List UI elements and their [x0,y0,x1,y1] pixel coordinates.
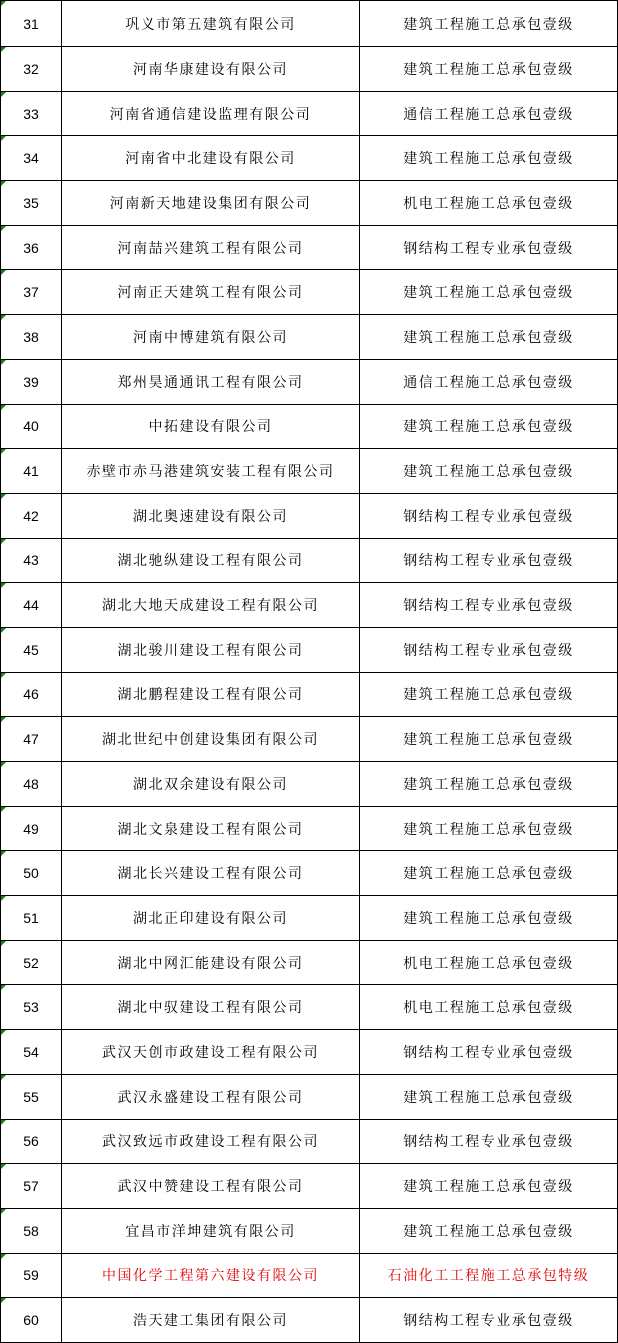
table-row [1,538,618,583]
row-number: 56 [1,1119,62,1164]
company-name: 武汉中赞建设工程有限公司 [62,1164,360,1209]
qualification: 建筑工程施工总承包壹级 [360,47,618,92]
qualification: 建筑工程施工总承包壹级 [360,851,618,896]
qualification: 钢结构工程专业承包壹级 [360,538,618,583]
row-number: 35 [1,181,62,226]
row-number: 34 [1,136,62,181]
qualification: 建筑工程施工总承包壹级 [360,806,618,851]
company-name: 武汉天创市政建设工程有限公司 [62,1030,360,1075]
qualification: 机电工程施工总承包壹级 [360,940,618,985]
table-row [1,270,618,315]
qualification: 钢结构工程专业承包壹级 [360,1119,618,1164]
table-row [1,672,618,717]
company-name: 湖北驰纵建设工程有限公司 [62,538,360,583]
qualification: 建筑工程施工总承包壹级 [360,136,618,181]
row-number: 42 [1,493,62,538]
qualification: 石油化工工程施工总承包特级 [360,1253,618,1298]
row-number: 51 [1,896,62,941]
table-row [1,136,618,181]
company-name: 河南新天地建设集团有限公司 [62,181,360,226]
company-name: 中拓建设有限公司 [62,404,360,449]
table-row [1,1298,618,1343]
company-name: 赤壁市赤马港建筑安装工程有限公司 [62,449,360,494]
company-name: 巩义市第五建筑有限公司 [62,1,360,47]
row-number: 50 [1,851,62,896]
company-name: 湖北长兴建设工程有限公司 [62,851,360,896]
company-name: 河南正天建筑工程有限公司 [62,270,360,315]
qualification: 钢结构工程专业承包壹级 [360,627,618,672]
table-row [1,985,618,1030]
row-number: 40 [1,404,62,449]
table-row [1,583,618,628]
row-number: 45 [1,627,62,672]
company-name: 湖北世纪中创建设集团有限公司 [62,717,360,762]
row-number: 47 [1,717,62,762]
qualification: 机电工程施工总承包壹级 [360,985,618,1030]
qualification: 建筑工程施工总承包壹级 [360,1,618,47]
qualification: 建筑工程施工总承包壹级 [360,404,618,449]
row-number: 52 [1,940,62,985]
table-row [1,1,618,47]
row-number: 53 [1,985,62,1030]
company-name: 河南省中北建设有限公司 [62,136,360,181]
row-number: 31 [1,1,62,47]
qualification: 通信工程施工总承包壹级 [360,91,618,136]
table-row [1,225,618,270]
table-row [1,806,618,851]
qualification: 建筑工程施工总承包壹级 [360,717,618,762]
table-body [1,1,618,1343]
table-row [1,404,618,449]
row-number: 44 [1,583,62,628]
company-name: 中国化学工程第六建设有限公司 [62,1253,360,1298]
table-row [1,1164,618,1209]
company-name: 湖北鹏程建设工程有限公司 [62,672,360,717]
table-row [1,717,618,762]
company-name: 湖北文泉建设工程有限公司 [62,806,360,851]
table-row [1,940,618,985]
row-number: 57 [1,1164,62,1209]
company-name: 郑州昊通通讯工程有限公司 [62,359,360,404]
row-number: 60 [1,1298,62,1343]
table-row [1,91,618,136]
qualification: 钢结构工程专业承包壹级 [360,1298,618,1343]
company-name: 湖北双余建设有限公司 [62,762,360,807]
qualification: 机电工程施工总承包壹级 [360,181,618,226]
company-name: 湖北正印建设有限公司 [62,896,360,941]
company-name: 湖北骏川建设工程有限公司 [62,627,360,672]
company-name: 河南中博建筑有限公司 [62,315,360,360]
table-row [1,493,618,538]
company-name: 湖北奥速建设有限公司 [62,493,360,538]
row-number: 37 [1,270,62,315]
row-number: 54 [1,1030,62,1075]
qualification: 通信工程施工总承包壹级 [360,359,618,404]
qualification: 建筑工程施工总承包壹级 [360,315,618,360]
company-name: 河南华康建设有限公司 [62,47,360,92]
row-number: 48 [1,762,62,807]
row-number: 41 [1,449,62,494]
qualification: 钢结构工程专业承包壹级 [360,1030,618,1075]
qualification: 建筑工程施工总承包壹级 [360,1208,618,1253]
table-row [1,851,618,896]
table-row [1,627,618,672]
table-row [1,1119,618,1164]
row-number: 33 [1,91,62,136]
table-row [1,762,618,807]
company-name: 武汉致远市政建设工程有限公司 [62,1119,360,1164]
table-row [1,181,618,226]
company-name: 宜昌市洋坤建筑有限公司 [62,1208,360,1253]
row-number: 59 [1,1253,62,1298]
qualification: 建筑工程施工总承包壹级 [360,270,618,315]
row-number: 55 [1,1074,62,1119]
row-number: 32 [1,47,62,92]
table-row [1,1208,618,1253]
table-row [1,315,618,360]
qualification: 建筑工程施工总承包壹级 [360,672,618,717]
row-number: 39 [1,359,62,404]
row-number: 43 [1,538,62,583]
company-name: 河南喆兴建筑工程有限公司 [62,225,360,270]
company-name: 河南省通信建设监理有限公司 [62,91,360,136]
table-row [1,896,618,941]
company-name: 浩天建工集团有限公司 [62,1298,360,1343]
qualification: 钢结构工程专业承包壹级 [360,493,618,538]
qualification: 建筑工程施工总承包壹级 [360,1074,618,1119]
table-row [1,449,618,494]
row-number: 38 [1,315,62,360]
company-name: 武汉永盛建设工程有限公司 [62,1074,360,1119]
company-name: 湖北中驭建设工程有限公司 [62,985,360,1030]
table-row [1,1030,618,1075]
row-number: 58 [1,1208,62,1253]
table-row [1,359,618,404]
table-row [1,1253,618,1298]
company-name: 湖北大地天成建设工程有限公司 [62,583,360,628]
qualification: 钢结构工程专业承包壹级 [360,225,618,270]
table-row [1,47,618,92]
qualification: 钢结构工程专业承包壹级 [360,583,618,628]
qualification: 建筑工程施工总承包壹级 [360,896,618,941]
row-number: 49 [1,806,62,851]
qualification: 建筑工程施工总承包壹级 [360,449,618,494]
table-row [1,1074,618,1119]
row-number: 46 [1,672,62,717]
row-number: 36 [1,225,62,270]
company-name: 湖北中网汇能建设有限公司 [62,940,360,985]
qualification: 建筑工程施工总承包壹级 [360,1164,618,1209]
qualification: 建筑工程施工总承包壹级 [360,762,618,807]
